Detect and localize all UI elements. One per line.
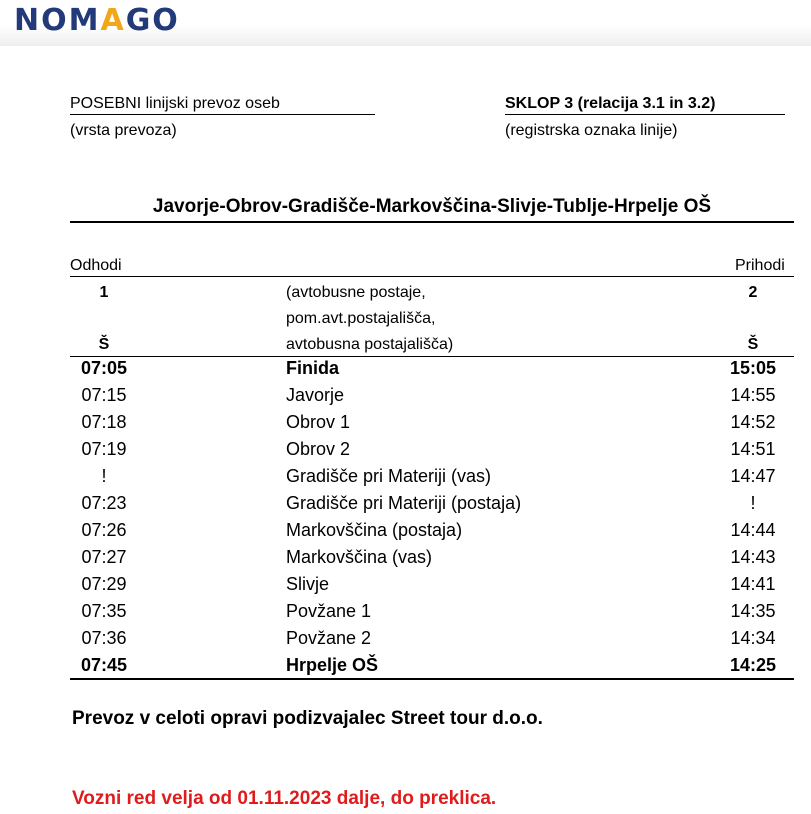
arrival-time: 14:47	[730, 466, 776, 486]
line-code: SKLOP 3 (relacija 3.1 in 3.2)	[505, 95, 785, 115]
table-subheader-rule	[70, 356, 794, 357]
departure-direction: 1	[99, 284, 109, 301]
stop-name: Markovščina (postaja)	[286, 520, 463, 540]
stops-caption-line: avtobusna postajališča)	[286, 336, 454, 353]
stop-name: Obrov 2	[286, 439, 351, 459]
logo-text-left: NOM	[14, 3, 101, 38]
stop-name: Gradišče pri Materiji (postaja)	[286, 493, 522, 513]
arrival-direction: 2	[748, 284, 758, 301]
departure-day: Š	[98, 336, 110, 353]
departures-label: Odhodi	[70, 257, 122, 274]
stop-name: Javorje	[286, 385, 345, 405]
arrivals-label: Prihodi	[735, 257, 785, 274]
arrival-time: 14:35	[730, 601, 776, 621]
stop-name: Markovščina (vas)	[286, 547, 433, 567]
arrival-time: 14:55	[730, 385, 776, 405]
departure-time: 07:26	[81, 520, 127, 540]
nomago-logo	[14, 3, 180, 38]
validity-note: Vozni red velja od 01.11.2023 dalje, do preklica.	[72, 788, 497, 809]
stop-name: Gradišče pri Materiji (vas)	[286, 466, 492, 486]
arrival-time: 14:52	[730, 412, 776, 432]
departure-time: 07:35	[81, 601, 127, 621]
stop-name: Obrov 1	[286, 412, 351, 432]
route-title-rule	[70, 221, 794, 223]
table-header-rule	[70, 276, 794, 277]
stop-name: Hrpelje OŠ	[286, 655, 379, 675]
departure-time: 07:36	[81, 628, 127, 648]
logo-text-accent: A	[100, 3, 126, 38]
departure-time: 07:15	[81, 385, 127, 405]
stop-name: Povžane 1	[286, 601, 372, 621]
departure-time: 07:45	[80, 655, 128, 675]
stop-name: Povžane 2	[286, 628, 372, 648]
route-title: Javorje-Obrov-Gradišče-Markovščina-Slivje-Tublje-Hrpelje OŠ	[152, 196, 712, 217]
departure-time: 07:05	[80, 358, 128, 378]
arrival-time: !	[750, 493, 756, 513]
arrival-time: 14:43	[730, 547, 776, 567]
transport-type: POSEBNI linijski prevoz oseb	[70, 95, 375, 115]
departure-time: !	[101, 466, 107, 486]
stops-caption-line: pom.avt.postajališča,	[286, 310, 436, 327]
stop-name: Finida	[286, 358, 339, 378]
departure-time: 07:23	[81, 493, 127, 513]
table-bottom-rule	[70, 678, 794, 680]
logo-text-right: GO	[125, 3, 180, 38]
transport-type-caption: (vrsta prevoza)	[70, 122, 177, 139]
line-code-caption: (registrska oznaka linije)	[505, 122, 678, 139]
stop-name: Slivje	[286, 574, 330, 594]
arrival-time: 14:51	[730, 439, 776, 459]
arrival-day: Š	[747, 336, 759, 353]
departure-time: 07:27	[81, 547, 127, 567]
arrival-time: 14:25	[729, 655, 777, 675]
arrival-time: 14:44	[730, 520, 776, 540]
arrival-time: 15:05	[729, 358, 777, 378]
departure-time: 07:18	[81, 412, 127, 432]
departure-time: 07:29	[81, 574, 127, 594]
departure-time: 07:19	[81, 439, 127, 459]
arrival-time: 14:41	[730, 574, 776, 594]
stops-caption-line: (avtobusne postaje,	[286, 284, 426, 301]
top-bar	[0, 0, 811, 46]
operator-note: Prevoz v celoti opravi podizvajalec Street tour d.o.o.	[72, 708, 543, 729]
arrival-time: 14:34	[730, 628, 776, 648]
